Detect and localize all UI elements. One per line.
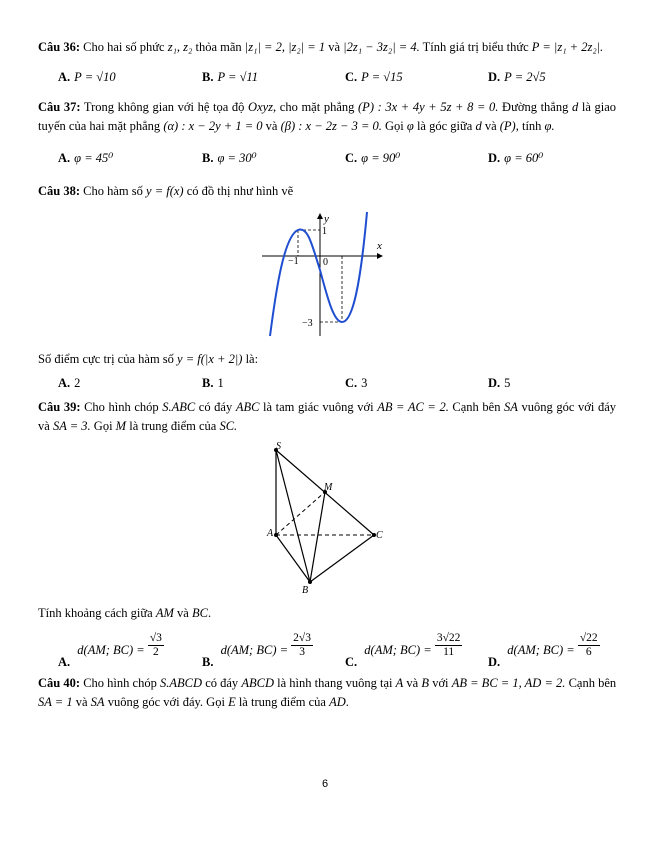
option-c[interactable]: C. φ = 90⁰ (345, 151, 401, 165)
label-zero: 0 (323, 257, 328, 268)
option-b[interactable]: B. P = √11 (202, 70, 258, 84)
pyramid-figure (266, 441, 383, 596)
label-C: C (376, 530, 383, 541)
label-S: S (276, 441, 281, 452)
question-38-ask: Số điểm cực trị của hàm số y = f(|x + 2|) là: (38, 352, 259, 366)
option-d[interactable]: D. φ = 60⁰ (488, 151, 544, 165)
question-37-stem: Câu 37: Trong không gian với hệ tọa độ Oxyz, cho mặt phẳng (P) : 3x + 4y + 5z + 8 = 0. Đường thẳng d là giao tuyến của hai mặt phẳng (α) : x − 2y + 1 = 0 và (β) : x − 2z − 3 = 0. Gọi φ là góc giữa d và (P), tính φ. (38, 100, 617, 133)
question-40-label: Câu 40: (38, 676, 81, 690)
q36-cond2: |2z₁ − 3z₂| = 4. (343, 40, 420, 54)
option-a[interactable]: A. d(AM; BC) = $\frac{√3}{2}$ (58, 632, 162, 670)
q36-cond1: |z₁| = 2, |z₂| = 1 (244, 40, 326, 54)
q36-text-d: Tính giá trị biểu thức (422, 40, 529, 54)
option-b[interactable]: B. d(AM; BC) = $\frac{2√3}{3}$ (202, 632, 311, 670)
question-38-label: Câu 38: (38, 184, 81, 198)
label-neg3: −3 (302, 318, 313, 329)
question-37-label: Câu 37: (38, 100, 81, 114)
question-39-label: Câu 39: (38, 400, 81, 414)
option-d[interactable]: D. 5 (488, 376, 511, 390)
label-y: y (324, 213, 329, 225)
page-number: 6 (321, 778, 329, 790)
q36-text-c: và (328, 40, 341, 54)
q36-text-a: Cho hai số phức (83, 40, 165, 54)
label-neg1: −1 (288, 256, 299, 267)
label-M: M (324, 482, 333, 493)
option-c[interactable]: C. d(AM; BC) = $\frac{3√22}{11}$ (345, 632, 461, 670)
q36-vars: z₁, z₂ (167, 40, 193, 54)
option-b[interactable]: B. φ = 30⁰ (202, 151, 257, 165)
option-d[interactable]: D. P = 2√5 (488, 70, 546, 84)
q36-expr: P = |z₁ + 2z₂|. (531, 40, 604, 54)
option-a[interactable]: A. P = √10 (58, 70, 116, 84)
question-39-ask: Tính khoảng cách giữa AM và BC. (38, 606, 212, 620)
label-A: A (267, 528, 274, 539)
question-36-label: Câu 36: (38, 40, 81, 54)
label-x: x (377, 240, 382, 252)
question-38-stem: Câu 38: Cho hàm số y = f(x) có đồ thị như hình vẽ (38, 184, 294, 198)
option-d[interactable]: D. d(AM; BC) = $\frac{√22}{6}$ (488, 632, 598, 670)
option-a[interactable]: A. φ = 45⁰ (58, 151, 114, 165)
option-c[interactable]: C. 3 (345, 376, 368, 390)
label-B: B (302, 585, 309, 596)
cubic-curve (270, 212, 367, 336)
option-a[interactable]: A. 2 (58, 376, 81, 390)
q36-text-b: thỏa mãn (195, 40, 242, 54)
question-39-stem: Câu 39: Cho hình chóp S.ABC có đáy ABC là tam giác vuông với AB = AC = 2. Cạnh bên SA vuông góc với đáy và SA = 3. Gọi M là trung điểm của SC. (38, 400, 617, 433)
question-38-options (0, 376, 650, 394)
question-40-stem: Câu 40: Cho hình chóp S.ABCD có đáy ABCD là hình thang vuông tại A và B với AB = BC = 1, AD = 2. Cạnh bên SA = 1 và SA vuông góc với đáy. Gọi E là trung điểm của AD. (38, 676, 617, 709)
label-one: 1 (322, 226, 327, 237)
option-b[interactable]: B. 1 (202, 376, 224, 390)
question-39-options (0, 632, 650, 670)
option-c[interactable]: C. P = √15 (345, 70, 403, 84)
